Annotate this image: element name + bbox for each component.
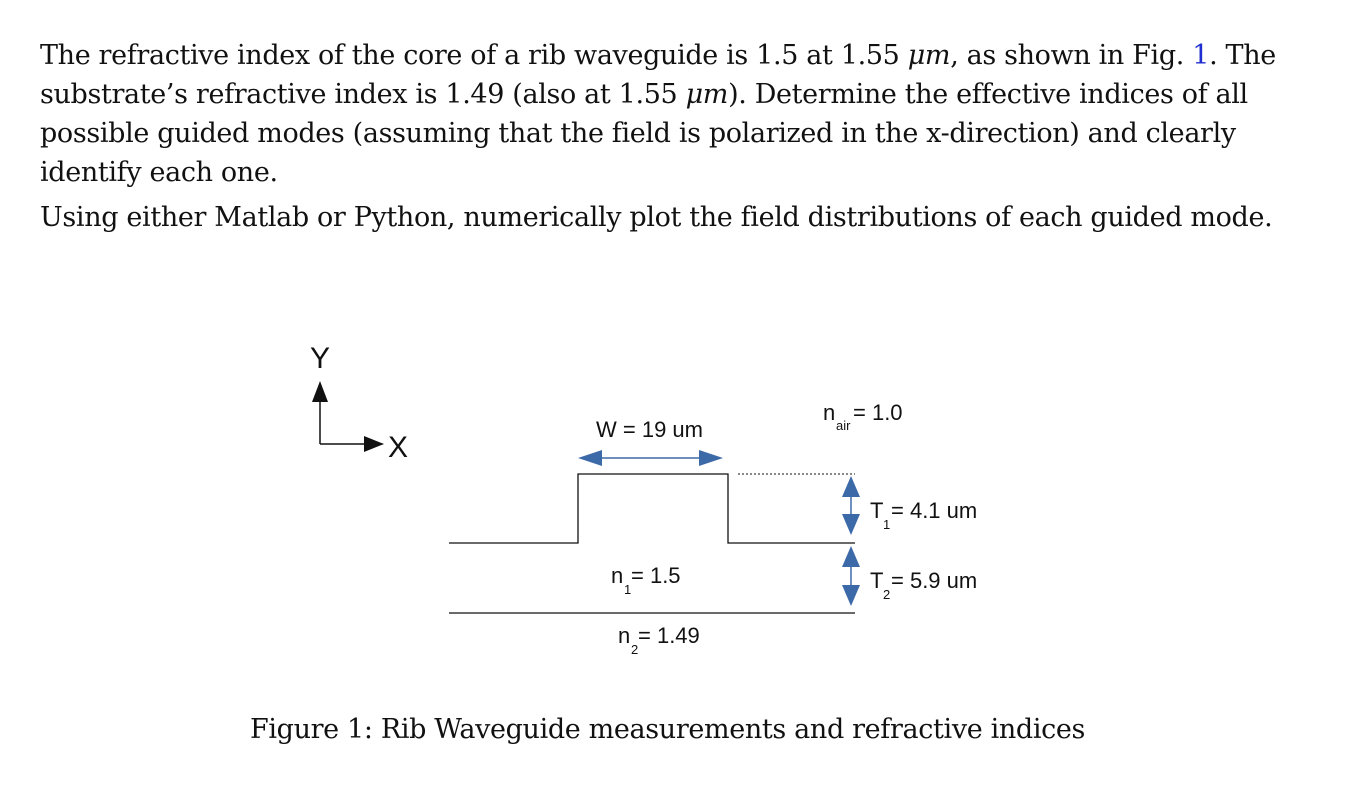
svg-text:= 1.5: = 1.5	[631, 563, 681, 588]
svg-text:n: n	[618, 623, 631, 648]
t2-label	[870, 568, 977, 602]
figure-reference-link[interactable]: 1	[1192, 40, 1210, 71]
svg-text:n: n	[823, 400, 836, 425]
svg-text:1: 1	[883, 517, 891, 532]
unit-um: μm	[685, 79, 729, 110]
figure-caption: Figure 1: Rib Waveguide measurements and refractive indices	[249, 714, 1086, 745]
svg-text:2: 2	[883, 587, 891, 602]
width-label: W = 19 um	[596, 417, 703, 442]
t1-arrow	[842, 476, 860, 535]
svg-text:T: T	[870, 568, 884, 593]
n2-label	[618, 623, 700, 657]
svg-text:= 4.1 um: = 4.1 um	[891, 498, 978, 523]
width-arrow	[578, 450, 723, 466]
n1-label	[611, 563, 681, 597]
axis-y-label: Y	[310, 342, 331, 375]
svg-text:1: 1	[624, 582, 632, 597]
svg-text:air: air	[836, 418, 851, 433]
n-air-label	[823, 400, 903, 433]
t2-arrow	[842, 546, 860, 606]
svg-text:2: 2	[631, 642, 639, 657]
svg-text:T: T	[870, 498, 884, 523]
t1-label	[870, 498, 977, 532]
svg-text:n: n	[611, 563, 624, 588]
svg-text:= 1.49: = 1.49	[638, 623, 700, 648]
problem-paragraph-2: Using either Matlab or Python, numerically plot the field distributions of each guided mode.	[40, 202, 1273, 233]
unit-um: μm	[907, 40, 951, 71]
axis-x-label: X	[388, 431, 409, 464]
coordinate-axes	[310, 342, 408, 464]
problem-paragraph-1: The refractive index of the core of a rib waveguide is 1.5 at 1.55 μm, as shown in Fig. 1. The substrate’s refractive index is 1.49 (also at 1.55 μm). Determine the effective indices of all possible guided modes (assuming that the field is polarized in the x-direction) and clearly identify each one.	[40, 40, 1276, 188]
svg-text:= 5.9 um: = 5.9 um	[891, 568, 978, 593]
rib-profile	[449, 474, 855, 613]
svg-text:= 1.0: = 1.0	[853, 400, 903, 425]
